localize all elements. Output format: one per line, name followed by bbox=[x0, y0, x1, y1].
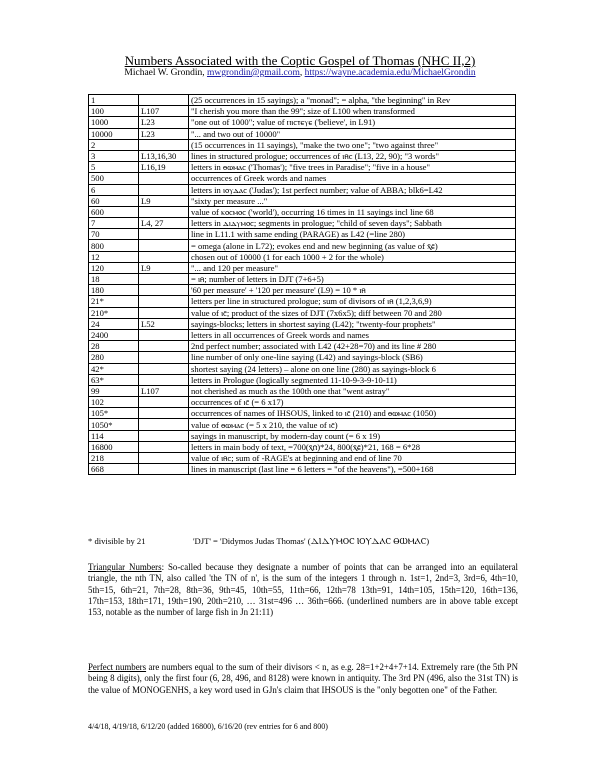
table-row bbox=[89, 106, 516, 117]
number-cell: 1050* bbox=[89, 419, 139, 430]
description-cell: occurrences of Greek words and names bbox=[189, 173, 516, 184]
revision-dates: 4/4/18, 4/19/18, 6/12/20 (added 16800), 6/16/20 (rev entries for 6 and 800) bbox=[88, 722, 328, 731]
saying-cell: L23 bbox=[139, 117, 189, 128]
description-cell: letters in ⲓⲟⲩⲇⲁⲥ ('Judas'); 1st perfect number; value of ABBA; blk6=L42 bbox=[189, 184, 516, 195]
saying-cell bbox=[139, 184, 189, 195]
saying-cell bbox=[139, 329, 189, 340]
table-row bbox=[89, 128, 516, 139]
description-cell: letters in all occurrences of Greek words and names bbox=[189, 329, 516, 340]
saying-cell bbox=[139, 274, 189, 285]
saying-cell bbox=[139, 419, 189, 430]
triangular-text: : So-called because they designate a number of points that can be arranged into an equilateral triangle, the nth TN, also called 'the TN of n', is the sum of the integers 1 through n. 1st=1, 2nd=3, 3rd=6, 4th=10, 5th=15, 6th=21, 7th=28, 8th=36, 9th=45, 10th=55, 11th=66, 12th=78 13th=91, 14th=105, 15th=120, 16th=136, 17th=153, 18th=171, 19th=190, 20th=210, … 31st=496 … 36th=666. (underlined numbers are in above table except 153, notable as the number of large fish in Jn 21:11) bbox=[88, 562, 518, 618]
saying-cell bbox=[139, 240, 189, 251]
description-cell: lines in manuscript (last line = 6 letters = "of the heavens"), =500+168 bbox=[189, 464, 516, 475]
saying-cell: L13,16,30 bbox=[139, 150, 189, 161]
description-cell: "... and 120 per measure" bbox=[189, 262, 516, 273]
saying-cell bbox=[139, 453, 189, 464]
number-cell: 7 bbox=[89, 218, 139, 229]
description-cell: (25 occurrences in 15 sayings); a "monad"; = alpha, "the beginning" in Rev bbox=[189, 95, 516, 106]
table-row bbox=[89, 285, 516, 296]
saying-cell: L52 bbox=[139, 318, 189, 329]
description-cell: = omega (alone in L72); evokes end and new beginning (as value of ⲭ̄ⲉ̄) bbox=[189, 240, 516, 251]
number-cell: 600 bbox=[89, 206, 139, 217]
description-cell: occurrences of names of IHSOUS, linked to ⲓⲥ̄ (210) and ⲑⲱⲙⲁⲥ (1050) bbox=[189, 408, 516, 419]
perfect-text: are numbers equal to the sum of their divisors < n, as e.g. 28=1+2+4+7+14. Extremely rare (the 5th PN being 8 digits), only the first four (6, 28, 496, and 8128) were known in antiquity. The 3rd PN (496, also the 31st TN) is the value of MONOGENHS, a key word used in GJn's claim that IHSOUS is the "only begotten one" of the Father. bbox=[88, 662, 518, 695]
djt-definition: 'DJT' = 'Didymos Judas Thomas' (ⲆⲒⲆⲨⲘⲞⲤ ⲒⲞⲨⲆⲀⲤ ⲐⲰⲘⲀⲤ) bbox=[193, 536, 430, 546]
table-row bbox=[89, 251, 516, 262]
description-cell: letters per line in structured prologue; sum of divisors of ⲓⲏ̄ (1,2,3,6,9) bbox=[189, 296, 516, 307]
number-cell: 10000 bbox=[89, 128, 139, 139]
table-row bbox=[89, 184, 516, 195]
table-row bbox=[89, 117, 516, 128]
table-row bbox=[89, 430, 516, 441]
perfect-numbers-paragraph bbox=[88, 662, 518, 696]
number-cell: 180 bbox=[89, 285, 139, 296]
table-row bbox=[89, 206, 516, 217]
saying-cell bbox=[139, 285, 189, 296]
perfect-heading: Perfect numbers bbox=[88, 662, 147, 672]
triangular-numbers-paragraph bbox=[88, 562, 518, 618]
saying-cell: L107 bbox=[139, 106, 189, 117]
saying-cell: L107 bbox=[139, 385, 189, 396]
number-cell: 3 bbox=[89, 150, 139, 161]
number-cell: 800 bbox=[89, 240, 139, 251]
saying-cell: L9 bbox=[139, 195, 189, 206]
number-cell: 105* bbox=[89, 408, 139, 419]
description-cell: value of ⲑⲱⲙⲁⲥ (= 5 x 210, the value of ⲓⲥ̄) bbox=[189, 419, 516, 430]
table-row bbox=[89, 262, 516, 273]
saying-cell bbox=[139, 397, 189, 408]
table-row bbox=[89, 341, 516, 352]
number-cell: 1 bbox=[89, 95, 139, 106]
table-row bbox=[89, 408, 516, 419]
number-cell: 2 bbox=[89, 139, 139, 150]
saying-cell bbox=[139, 430, 189, 441]
number-cell: 218 bbox=[89, 453, 139, 464]
number-cell: 100 bbox=[89, 106, 139, 117]
table-row bbox=[89, 464, 516, 475]
table-row bbox=[89, 307, 516, 318]
table-row bbox=[89, 296, 516, 307]
description-cell: letters in Prologue (logically segmented 11-10-9-3-9-10-11) bbox=[189, 374, 516, 385]
table-row bbox=[89, 374, 516, 385]
number-cell: 12 bbox=[89, 251, 139, 262]
number-cell: 280 bbox=[89, 352, 139, 363]
saying-cell bbox=[139, 341, 189, 352]
description-cell: = ⲓⲏ̄; number of letters in DJT (7+6+5) bbox=[189, 274, 516, 285]
description-cell: letters in main body of text, =700(ⲭ̄ⲡ̄)*24, 800(ⲭ̄ⲉ̄)*21, 168 = 6*28 bbox=[189, 441, 516, 452]
description-cell: sayings-blocks; letters in shortest saying (L42); "twenty-four prophets" bbox=[189, 318, 516, 329]
description-cell: "I cherish you more than the 99"; size of L100 when transformed bbox=[189, 106, 516, 117]
table-row bbox=[89, 218, 516, 229]
table-row bbox=[89, 318, 516, 329]
number-cell: 18 bbox=[89, 274, 139, 285]
saying-cell bbox=[139, 95, 189, 106]
number-cell: 668 bbox=[89, 464, 139, 475]
academia-link[interactable]: https://wayne.academia.edu/MichaelGrondin bbox=[304, 68, 476, 78]
saying-cell bbox=[139, 251, 189, 262]
number-cell: 28 bbox=[89, 341, 139, 352]
table-row bbox=[89, 229, 516, 240]
table-row bbox=[89, 329, 516, 340]
triangular-heading: Triangular Numbers bbox=[88, 562, 162, 572]
email-link[interactable]: mwgrondin@gmail.com bbox=[206, 68, 300, 78]
table-row bbox=[89, 441, 516, 452]
number-cell: 1000 bbox=[89, 117, 139, 128]
number-cell: 210* bbox=[89, 307, 139, 318]
saying-cell bbox=[139, 206, 189, 217]
table-row bbox=[89, 453, 516, 464]
table-row bbox=[89, 150, 516, 161]
description-cell: "one out of 1000"; value of ⲡⲓⲥⲧⲉⲩⲉ ('believe', in L91) bbox=[189, 117, 516, 128]
table-row bbox=[89, 419, 516, 430]
number-cell: 99 bbox=[89, 385, 139, 396]
author-line bbox=[0, 68, 600, 79]
saying-cell: L23 bbox=[139, 128, 189, 139]
description-cell: shortest saying (24 letters) – alone on one line (280) as sayings-block 6 bbox=[189, 363, 516, 374]
number-cell: 24 bbox=[89, 318, 139, 329]
saying-cell bbox=[139, 173, 189, 184]
saying-cell bbox=[139, 441, 189, 452]
number-cell: 70 bbox=[89, 229, 139, 240]
numbers-table bbox=[88, 94, 516, 475]
description-cell: value of ⲓⲏ̄ⲥ; sum of -RAGE's at beginning and end of line 70 bbox=[189, 453, 516, 464]
table-footnote: * divisible by 21 bbox=[88, 536, 146, 546]
description-cell: chosen out of 10000 (1 for each 1000 + 2 for the whole) bbox=[189, 251, 516, 262]
table-row bbox=[89, 274, 516, 285]
table-row bbox=[89, 195, 516, 206]
description-cell: sayings in manuscript, by modern-day count (= 6 x 19) bbox=[189, 430, 516, 441]
table-row bbox=[89, 397, 516, 408]
author-name: Michael W. Grondin, bbox=[124, 68, 207, 78]
number-cell: 63* bbox=[89, 374, 139, 385]
table-row bbox=[89, 173, 516, 184]
table-row bbox=[89, 95, 516, 106]
number-cell: 6 bbox=[89, 184, 139, 195]
table-row bbox=[89, 363, 516, 374]
saying-cell bbox=[139, 408, 189, 419]
saying-cell bbox=[139, 307, 189, 318]
number-cell: 500 bbox=[89, 173, 139, 184]
number-cell: 42* bbox=[89, 363, 139, 374]
saying-cell bbox=[139, 229, 189, 240]
table-row bbox=[89, 385, 516, 396]
description-cell: (15 occurrences in 11 sayings), "make the two one"; "two against three" bbox=[189, 139, 516, 150]
number-cell: 5 bbox=[89, 162, 139, 173]
number-cell: 114 bbox=[89, 430, 139, 441]
table-row bbox=[89, 352, 516, 363]
description-cell: value of ⲕⲟⲥⲙⲟⲥ ('world'), occurring 16 times in 11 sayings incl line 68 bbox=[189, 206, 516, 217]
number-cell: 120 bbox=[89, 262, 139, 273]
table-row bbox=[89, 240, 516, 251]
saying-cell bbox=[139, 374, 189, 385]
table-row bbox=[89, 162, 516, 173]
description-cell: not cherished as much as the 100th one that "went astray" bbox=[189, 385, 516, 396]
description-cell: occurrences of ⲓⲥ̄ (= 6 x17) bbox=[189, 397, 516, 408]
number-cell: 21* bbox=[89, 296, 139, 307]
description-cell: '60 per measure' + '120 per measure' (L9) = 10 * ⲓⲏ̄ bbox=[189, 285, 516, 296]
separator: , bbox=[299, 68, 305, 78]
saying-cell: L16,19 bbox=[139, 162, 189, 173]
description-cell: letters in ⲇⲓⲇⲩⲙⲟⲥ; segments in prologue; "child of seven days"; Sabbath bbox=[189, 218, 516, 229]
saying-cell bbox=[139, 296, 189, 307]
number-cell: 60 bbox=[89, 195, 139, 206]
saying-cell bbox=[139, 139, 189, 150]
description-cell: 2nd perfect number; associated with L42 (42+28=70) and its line # 280 bbox=[189, 341, 516, 352]
page-title: Numbers Associated with the Coptic Gospel of Thomas (NHC II,2) bbox=[124, 53, 476, 68]
table-row bbox=[89, 139, 516, 150]
number-cell: 16800 bbox=[89, 441, 139, 452]
description-cell: "... and two out of 10000" bbox=[189, 128, 516, 139]
saying-cell: L4, 27 bbox=[139, 218, 189, 229]
saying-cell bbox=[139, 352, 189, 363]
saying-cell: L9 bbox=[139, 262, 189, 273]
description-cell: letters in ⲑⲱⲙⲁⲥ ('Thomas'); "five trees in Paradise"; "five in a house" bbox=[189, 162, 516, 173]
description-cell: line number of only one-line saying (L42) and sayings-block (SB6) bbox=[189, 352, 516, 363]
saying-cell bbox=[139, 363, 189, 374]
number-cell: 2400 bbox=[89, 329, 139, 340]
description-cell: value of ⲓⲥ̄; product of the sizes of DJT (7x6x5); diff between 70 and 280 bbox=[189, 307, 516, 318]
saying-cell bbox=[139, 464, 189, 475]
description-cell: "sixty per measure ..." bbox=[189, 195, 516, 206]
description-cell: lines in structured prologue; occurrences of ⲓⲏ̄ⲥ (L13, 22, 90); "3 words" bbox=[189, 150, 516, 161]
number-cell: 102 bbox=[89, 397, 139, 408]
description-cell: line in L11.1 with same ending (PARAGE) as L42 (=line 280) bbox=[189, 229, 516, 240]
